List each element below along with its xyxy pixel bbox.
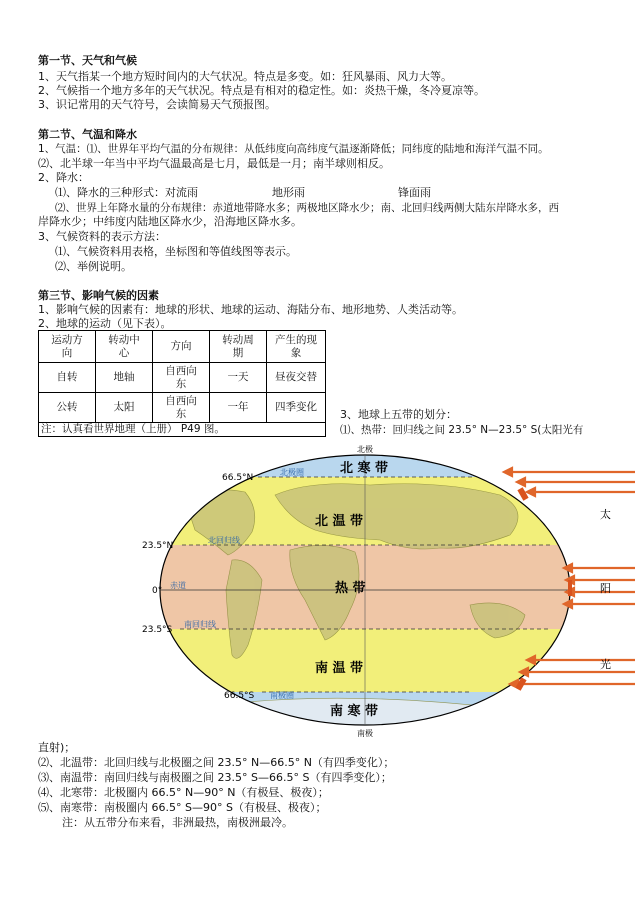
table-header-cell: 方向 — [153, 331, 210, 363]
table-cell: 地轴 — [96, 363, 153, 393]
lat-23-5n-label: 23.5°N — [142, 541, 174, 551]
tropical-zone — [140, 545, 640, 629]
lat-0-label: 0° — [152, 586, 163, 596]
table-cell: 一天 — [210, 363, 267, 393]
sec1-line2: 2、气候指一个地方多年的天气状况。特点是有相对的稳定性。如：炎热干燥，冬冷夏凉等。 — [38, 84, 485, 97]
table-cell: 自转 — [39, 363, 96, 393]
sec2-line3: 2、降水： — [38, 171, 89, 184]
sec2-line8: ⑴、气候资料用表格，坐标图和等值线图等表示。 — [55, 245, 297, 258]
section2-title: 第二节、气温和降水 — [38, 128, 137, 141]
table-cell: 自西向 东 — [153, 393, 210, 423]
sec2-line5: ⑵、世界上年降水量的分布规律：赤道地带降水多；两极地区降水少；南、北回归线两侧大陆东岸降水多，西 — [55, 202, 559, 214]
table-cell: 昼夜交替 — [267, 363, 326, 393]
south-frigid-label: 南 寒 带 — [330, 704, 379, 719]
sun-label-2: 阳 — [600, 582, 611, 595]
five-zones-diagram — [140, 440, 640, 740]
table-row — [39, 393, 326, 423]
tropical-label: 热 带 — [335, 581, 366, 596]
sun-label-1: 太 — [600, 508, 611, 521]
lat-66-5s-label: 66.5°S — [224, 691, 255, 701]
north-temperate-label: 北 温 带 — [315, 514, 364, 529]
tropic-of-cancer-label: 北回归线 — [208, 536, 240, 545]
tropic-of-capricorn-label: 南回归线 — [184, 620, 216, 629]
sec1-line3: 3、识记常用的天气符号，会读简易天气预报图。 — [38, 98, 276, 111]
table-header-cell: 产生的现 象 — [267, 331, 326, 363]
north-frigid-label: 北 寒 带 — [340, 461, 389, 476]
table-cell: 公转 — [39, 393, 96, 423]
sec1-line1: 1、天气指某一个地方短时间内的大气状况。特点是多变。如：狂风暴雨、风力大等。 — [38, 70, 452, 83]
sec2-line7: 3、气候资料的表示方法： — [38, 230, 166, 243]
tropical-zone-line: ⑴、热带：回归线之间 23.5° N—23.5° S(太阳光有 — [340, 424, 584, 436]
lat-23-5s-label: 23.5°S — [142, 625, 173, 635]
antarctic-circle-label: 南极圈 — [270, 691, 294, 700]
sec2-line9: ⑵、举例说明。 — [55, 260, 132, 273]
section3-title: 第三节、影响气候的因素 — [38, 289, 159, 302]
sec2-line4b: 地形雨 — [272, 186, 305, 199]
table-cell: 一年 — [210, 393, 267, 423]
sec3-line2: 2、地球的运动（见下表）。 — [38, 317, 172, 330]
sec3-line1: 1、影响气候的因素有：地球的形状、地球的运动、海陆分布、地形地势、人类活动等。 — [38, 303, 463, 316]
table-note: 注：认真看世界地理（上册） P49 图。 — [38, 422, 326, 437]
sec2-line4a: ⑴、降水的三种形式：对流雨 — [55, 186, 198, 199]
table-header-cell: 转动中 心 — [96, 331, 153, 363]
bottom-line3: ⑶、南温带：南回归线与南极圈之间 23.5° S—66.5° S（有四季变化）； — [38, 771, 392, 784]
table-cell: 四季变化 — [267, 393, 326, 423]
sec2-line4c: 锋面雨 — [398, 186, 431, 199]
bottom-line6: 注：从五带分布来看，非洲最热，南极洲最冷。 — [62, 816, 293, 829]
lat-66-5n-label: 66.5°N — [222, 473, 254, 483]
bottom-line4: ⑷、北寒带：北极圈内 66.5° N—90° N（有极昼、极夜）； — [38, 786, 329, 799]
bottom-line5: ⑸、南寒带：南极圈内 66.5° S—90° S（有极昼、极夜）； — [38, 801, 327, 814]
table-header-row — [39, 331, 326, 363]
north-pole-label: 北极 — [357, 445, 373, 454]
sec2-line1: 1、气温：⑴、世界年平均气温的分布规律：从低纬度向高纬度气温逐渐降低；同纬度的陆地和海洋气温不同。 — [38, 143, 549, 155]
south-temperate-label: 南 温 带 — [315, 661, 364, 676]
table-cell: 太阳 — [96, 393, 153, 423]
equator-label: 赤道 — [170, 581, 186, 590]
sun-label-3: 光 — [600, 658, 611, 671]
south-pole-label: 南极 — [357, 729, 373, 738]
arctic-circle-label: 北极圈 — [280, 468, 304, 477]
earth-motion-table — [38, 330, 326, 423]
table-cell: 自西向 东 — [153, 363, 210, 393]
sec2-line2: ⑵、北半球一年当中平均气温最高是七月，最低是一月；南半球则相反。 — [38, 157, 390, 170]
table-header-cell: 转动周 期 — [210, 331, 267, 363]
five-zones-heading: 3、地球上五带的划分： — [340, 408, 457, 421]
table-row — [39, 363, 326, 393]
sec2-line6: 岸降水少；中纬度内陆地区降水少，沿海地区降水多。 — [38, 215, 302, 228]
bottom-line2: ⑵、北温带：北回归线与北极圈之间 23.5° N—66.5° N（有四季变化）； — [38, 756, 395, 769]
bottom-line1: 直射)； — [38, 741, 76, 754]
table-header-cell: 运动方 向 — [39, 331, 96, 363]
section1-title: 第一节、天气和气候 — [38, 54, 137, 67]
